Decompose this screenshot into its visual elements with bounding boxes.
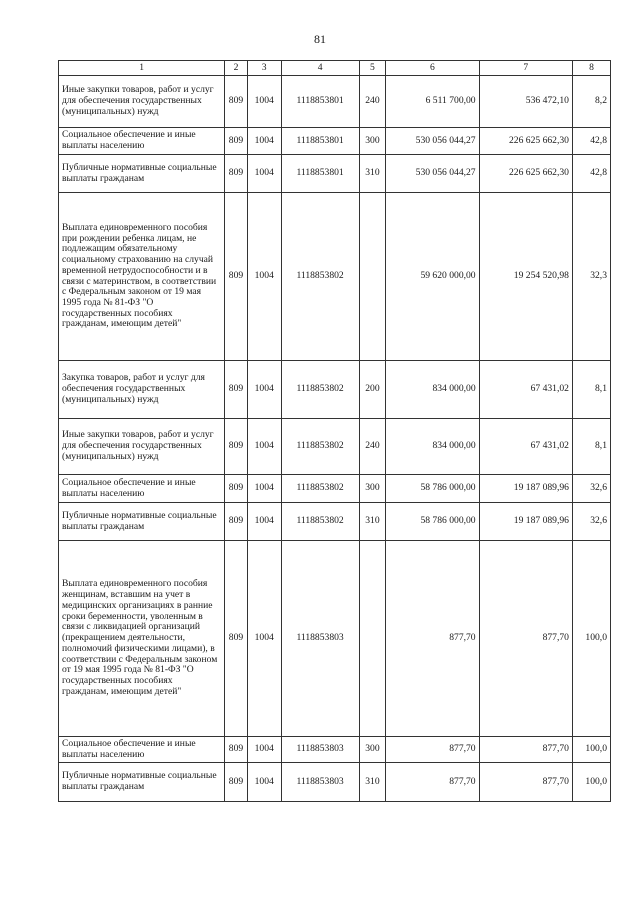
column-header: 4 [281,61,359,76]
table-header-row [59,61,611,76]
cell-expense-type [359,193,386,361]
row-name: Закупка товаров, работ и услуг для обеспечения государственных (муниципальных) нужд [59,361,225,419]
cell-percent: 8,1 [572,361,610,419]
cell-target-article: 1118853802 [281,503,359,541]
cell-admin-code: 809 [225,541,248,737]
cell-section: 1004 [247,128,281,155]
cell-executed: 19 187 089,96 [479,475,572,503]
column-header: 3 [247,61,281,76]
cell-percent: 8,1 [572,419,610,475]
table-row [59,361,611,419]
cell-section: 1004 [247,763,281,802]
cell-section: 1004 [247,419,281,475]
cell-admin-code: 809 [225,475,248,503]
row-name: Иные закупки товаров, работ и услуг для обеспечения государственных (муниципальных) нужд [59,419,225,475]
table-row [59,503,611,541]
table-row [59,193,611,361]
cell-target-article: 1118853802 [281,475,359,503]
cell-percent: 32,3 [572,193,610,361]
cell-target-article: 1118853801 [281,155,359,193]
cell-percent: 42,8 [572,128,610,155]
cell-section: 1004 [247,503,281,541]
cell-expense-type: 300 [359,737,386,763]
cell-admin-code: 809 [225,361,248,419]
cell-section: 1004 [247,475,281,503]
cell-target-article: 1118853802 [281,361,359,419]
cell-target-article: 1118853802 [281,419,359,475]
cell-executed: 877,70 [479,763,572,802]
page-number: 81 [314,32,326,46]
cell-percent: 32,6 [572,503,610,541]
cell-section: 1004 [247,193,281,361]
cell-expense-type: 240 [359,76,386,128]
cell-planned: 58 786 000,00 [386,503,479,541]
cell-expense-type: 300 [359,475,386,503]
cell-admin-code: 809 [225,193,248,361]
row-name: Социальное обеспечение и иные выплаты населению [59,475,225,503]
row-name: Социальное обеспечение и иные выплаты населению [59,128,225,155]
cell-executed: 226 625 662,30 [479,128,572,155]
cell-planned: 877,70 [386,763,479,802]
table-row [59,128,611,155]
row-name: Публичные нормативные социальные выплаты гражданам [59,155,225,193]
cell-percent: 100,0 [572,737,610,763]
cell-executed: 536 472,10 [479,76,572,128]
row-name: Социальное обеспечение и иные выплаты населению [59,737,225,763]
cell-admin-code: 809 [225,128,248,155]
cell-percent: 100,0 [572,763,610,802]
cell-target-article: 1118853803 [281,737,359,763]
cell-expense-type: 310 [359,503,386,541]
table-row [59,737,611,763]
table-row [59,76,611,128]
row-name: Выплата единовременного пособия женщинам, вставшим на учет в медицинских организациях в ранние сроки беременности, уволенным в связи с ликвидацией организаций (прекращением деятельности, полномочий физическими лицами), в соответствии с Федеральным законом от 19 мая 1995 года № 81-ФЗ "О государственных пособиях гражданам, имеющим детей" [59,541,225,737]
column-header: 8 [572,61,610,76]
cell-section: 1004 [247,737,281,763]
cell-admin-code: 809 [225,503,248,541]
cell-target-article: 1118853802 [281,193,359,361]
table-row [59,475,611,503]
row-name: Публичные нормативные социальные выплаты гражданам [59,763,225,802]
cell-target-article: 1118853803 [281,763,359,802]
cell-executed: 19 254 520,98 [479,193,572,361]
cell-planned: 530 056 044,27 [386,128,479,155]
table-row [59,419,611,475]
cell-planned: 59 620 000,00 [386,193,479,361]
column-header: 1 [59,61,225,76]
cell-planned: 834 000,00 [386,419,479,475]
cell-planned: 6 511 700,00 [386,76,479,128]
cell-executed: 67 431,02 [479,361,572,419]
cell-target-article: 1118853803 [281,541,359,737]
cell-planned: 877,70 [386,541,479,737]
row-name: Иные закупки товаров, работ и услуг для обеспечения государственных (муниципальных) нужд [59,76,225,128]
cell-section: 1004 [247,541,281,737]
cell-percent: 8,2 [572,76,610,128]
cell-expense-type [359,541,386,737]
cell-expense-type: 300 [359,128,386,155]
column-header: 5 [359,61,386,76]
table-row [59,541,611,737]
row-name: Выплата единовременного пособия при рождении ребенка лицам, не подлежащим обязательному социальному страхованию на случай временной нетрудоспособности и в связи с материнством, в соответствии с Федеральным законом от 19 мая 1995 года № 81-ФЗ "О государственных пособиях гражданам, имеющим детей" [59,193,225,361]
cell-target-article: 1118853801 [281,76,359,128]
cell-percent: 32,6 [572,475,610,503]
cell-admin-code: 809 [225,155,248,193]
budget-table [58,60,611,802]
cell-executed: 226 625 662,30 [479,155,572,193]
cell-planned: 530 056 044,27 [386,155,479,193]
cell-planned: 877,70 [386,737,479,763]
cell-executed: 877,70 [479,541,572,737]
cell-percent: 42,8 [572,155,610,193]
column-header: 2 [225,61,248,76]
column-header: 7 [479,61,572,76]
cell-section: 1004 [247,361,281,419]
cell-admin-code: 809 [225,763,248,802]
cell-expense-type: 310 [359,763,386,802]
cell-section: 1004 [247,76,281,128]
cell-executed: 877,70 [479,737,572,763]
cell-executed: 19 187 089,96 [479,503,572,541]
cell-admin-code: 809 [225,737,248,763]
cell-admin-code: 809 [225,419,248,475]
cell-admin-code: 809 [225,76,248,128]
cell-planned: 58 786 000,00 [386,475,479,503]
cell-executed: 67 431,02 [479,419,572,475]
cell-expense-type: 240 [359,419,386,475]
cell-expense-type: 310 [359,155,386,193]
cell-percent: 100,0 [572,541,610,737]
cell-planned: 834 000,00 [386,361,479,419]
table-row [59,763,611,802]
cell-target-article: 1118853801 [281,128,359,155]
cell-expense-type: 200 [359,361,386,419]
column-header: 6 [386,61,479,76]
table-row [59,155,611,193]
cell-section: 1004 [247,155,281,193]
row-name: Публичные нормативные социальные выплаты гражданам [59,503,225,541]
